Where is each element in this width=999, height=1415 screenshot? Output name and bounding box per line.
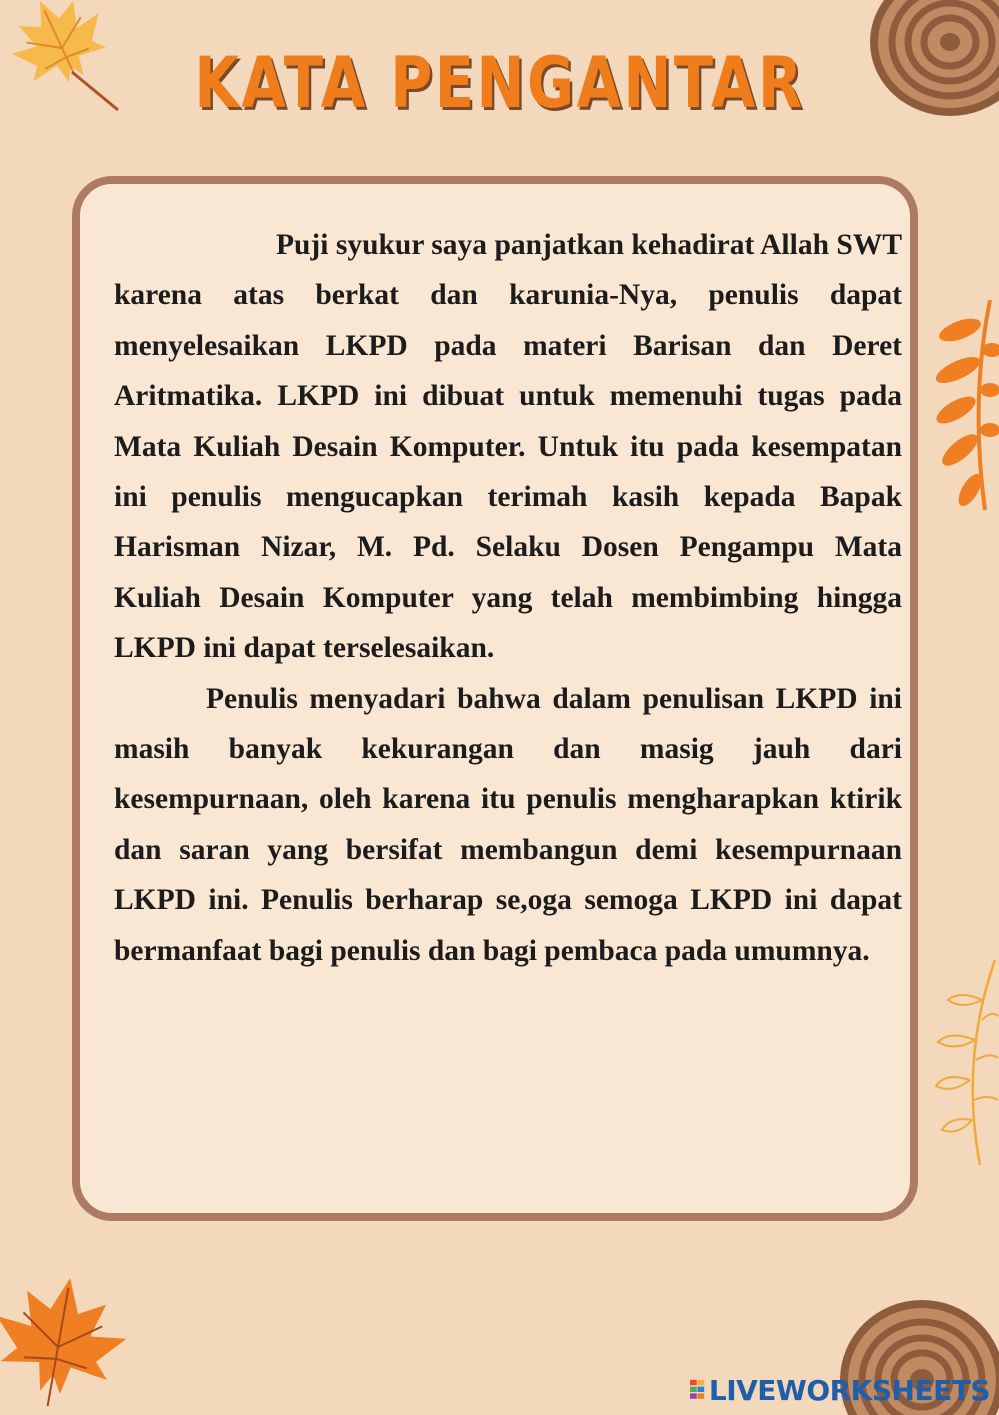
liveworksheets-icon <box>690 1375 705 1405</box>
paragraph-2: Penulis menyadari bahwa dalam penulisan LKPD ini masih banyak kekurangan dan masig jauh dari kesempurnaan, oleh karena itu penulis mengharapkan ktirik dan saran yang bersifat membangun demi kesempurnaan LKPD ini. Penulis berharap se,oga semoga LKPD ini dapat bermanfaat bagi penulis dan bagi pembaca pada umumnya. <box>114 682 902 967</box>
liveworksheets-text: LIVEWORKSHEETS <box>708 1373 990 1407</box>
maple-leaf-icon <box>0 1265 140 1415</box>
page-title: KATA PENGANTAR <box>194 42 805 124</box>
liveworksheets-logo <box>690 1372 990 1408</box>
paragraph-1: Puji syukur saya panjatkan kehadirat Allah SWT karena atas berkat dan karunia-Nya, penulis dapat menyelesaikan LKPD pada materi Barisan dan Deret Aritmatika. LKPD ini dibuat untuk memenuhi tugas pada Mata Kuliah Desain Komputer. Untuk itu pada kesempatan ini penulis mengucapkan terimah kasih kepada Bapak Harisman Nizar, M. Pd. Selaku Dosen Pengampu Mata Kuliah Desain Komputer yang telah membimbing hingga LKPD ini dapat terselesaikan. <box>114 229 902 665</box>
yellow-branch-leaf-icon <box>930 960 999 1170</box>
preface-body <box>114 220 902 976</box>
orange-branch-leaf-icon <box>930 300 999 520</box>
